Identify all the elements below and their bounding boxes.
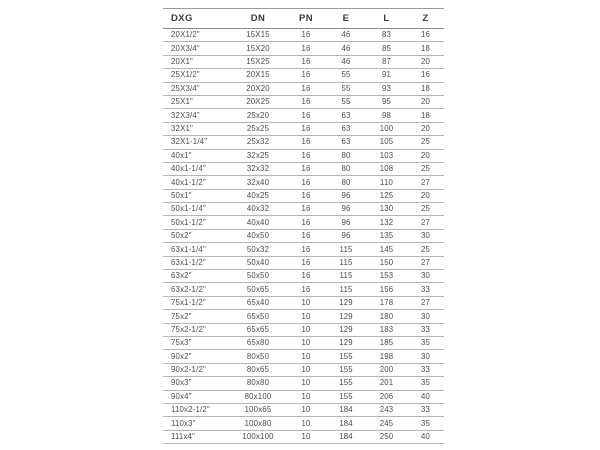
table-cell-z: 27	[407, 256, 444, 269]
table-cell-z: 20	[407, 189, 444, 202]
table-cell-pn: 10	[286, 350, 326, 363]
table-cell-l: 250	[366, 430, 407, 443]
table-header-row	[163, 9, 444, 29]
table-cell-z: 33	[407, 363, 444, 376]
table-cell-l: 145	[366, 243, 407, 256]
table-cell-dn: 20X15	[230, 69, 286, 82]
table-cell-e: 115	[326, 256, 366, 269]
table-cell-e: 129	[326, 310, 366, 323]
table-row	[163, 95, 444, 108]
table-cell-l: 83	[366, 29, 407, 42]
table-row	[163, 323, 444, 336]
table-cell-dxg: 110x2-1/2"	[163, 403, 230, 416]
table-cell-dxg: 50x2"	[163, 229, 230, 242]
table-cell-dxg: 63x1-1/4"	[163, 243, 230, 256]
table-cell-dn: 40x25	[230, 189, 286, 202]
table-row	[163, 296, 444, 309]
table-cell-pn: 10	[286, 363, 326, 376]
table-cell-l: 110	[366, 176, 407, 189]
table-cell-l: 125	[366, 189, 407, 202]
table-row	[163, 149, 444, 162]
table-cell-pn: 16	[286, 136, 326, 149]
table-cell-dxg: 20X1/2"	[163, 29, 230, 42]
table-row	[163, 377, 444, 390]
table-row	[163, 109, 444, 122]
table-cell-dxg: 111x4"	[163, 430, 230, 443]
table-cell-dxg: 90x3"	[163, 377, 230, 390]
table-cell-e: 129	[326, 336, 366, 349]
table-cell-l: 135	[366, 229, 407, 242]
table-row	[163, 256, 444, 269]
table-cell-l: 85	[366, 42, 407, 55]
table-cell-z: 18	[407, 42, 444, 55]
table-row	[163, 203, 444, 216]
table-cell-z: 16	[407, 29, 444, 42]
column-header-l: L	[366, 9, 407, 29]
table-cell-dxg: 63x2"	[163, 270, 230, 283]
table-cell-dn: 80x100	[230, 390, 286, 403]
table-cell-z: 33	[407, 403, 444, 416]
table-cell-l: 200	[366, 363, 407, 376]
table-row	[163, 29, 444, 42]
table-cell-z: 35	[407, 377, 444, 390]
table-cell-pn: 16	[286, 270, 326, 283]
table-cell-pn: 16	[286, 42, 326, 55]
table-cell-pn: 16	[286, 203, 326, 216]
table-cell-pn: 10	[286, 403, 326, 416]
table-cell-z: 16	[407, 69, 444, 82]
table-cell-dxg: 50x1-1/4"	[163, 203, 230, 216]
table-cell-dxg: 25X3/4"	[163, 82, 230, 95]
table-cell-l: 95	[366, 95, 407, 108]
table-row	[163, 350, 444, 363]
table-cell-dn: 40x50	[230, 229, 286, 242]
table-cell-dxg: 50x1"	[163, 189, 230, 202]
table-cell-pn: 16	[286, 29, 326, 42]
table-cell-z: 25	[407, 243, 444, 256]
table-cell-z: 33	[407, 283, 444, 296]
table-row	[163, 417, 444, 430]
table-cell-dn: 80x50	[230, 350, 286, 363]
table-row	[163, 310, 444, 323]
table-cell-pn: 16	[286, 229, 326, 242]
table-cell-pn: 10	[286, 377, 326, 390]
table-cell-dn: 100x80	[230, 417, 286, 430]
table-cell-pn: 16	[286, 55, 326, 68]
table-cell-e: 115	[326, 270, 366, 283]
table-cell-pn: 16	[286, 109, 326, 122]
table-cell-e: 55	[326, 95, 366, 108]
table-cell-pn: 16	[286, 283, 326, 296]
table-cell-z: 20	[407, 149, 444, 162]
table-cell-l: 103	[366, 149, 407, 162]
table-cell-l: 206	[366, 390, 407, 403]
table-cell-dn: 15X25	[230, 55, 286, 68]
table-cell-dxg: 25X1"	[163, 95, 230, 108]
table-cell-l: 108	[366, 162, 407, 175]
table-cell-l: 183	[366, 323, 407, 336]
table-cell-z: 25	[407, 203, 444, 216]
table-cell-dn: 25x32	[230, 136, 286, 149]
table-cell-z: 18	[407, 109, 444, 122]
table-cell-dxg: 90x2"	[163, 350, 230, 363]
table-row	[163, 430, 444, 443]
column-header-e: E	[326, 9, 366, 29]
table-cell-dxg: 40x1-1/4"	[163, 162, 230, 175]
table-cell-dn: 25x20	[230, 109, 286, 122]
table-cell-l: 93	[366, 82, 407, 95]
column-header-z: Z	[407, 9, 444, 29]
table-cell-pn: 10	[286, 417, 326, 430]
table-cell-dn: 50x40	[230, 256, 286, 269]
table-cell-dxg: 32X3/4"	[163, 109, 230, 122]
table-cell-z: 40	[407, 390, 444, 403]
table-row	[163, 216, 444, 229]
table-cell-z: 30	[407, 270, 444, 283]
table-cell-e: 129	[326, 296, 366, 309]
column-header-pn: PN	[286, 9, 326, 29]
table-cell-l: 150	[366, 256, 407, 269]
table-cell-e: 155	[326, 390, 366, 403]
table-row	[163, 55, 444, 68]
table-row	[163, 270, 444, 283]
table-cell-pn: 16	[286, 82, 326, 95]
table-cell-l: 153	[366, 270, 407, 283]
table-cell-dxg: 63x1-1/2"	[163, 256, 230, 269]
table-row	[163, 403, 444, 416]
table-cell-dn: 65x40	[230, 296, 286, 309]
table-row	[163, 136, 444, 149]
table-cell-pn: 10	[286, 336, 326, 349]
table-cell-dn: 65x80	[230, 336, 286, 349]
table-cell-l: 98	[366, 109, 407, 122]
table-cell-pn: 10	[286, 296, 326, 309]
table-cell-l: 100	[366, 122, 407, 135]
column-header-dxg: DXG	[163, 9, 230, 29]
table-cell-pn: 16	[286, 216, 326, 229]
table-cell-dn: 65x65	[230, 323, 286, 336]
table-cell-z: 30	[407, 310, 444, 323]
table-cell-pn: 16	[286, 95, 326, 108]
table-cell-e: 155	[326, 350, 366, 363]
table-cell-dxg: 63x2-1/2"	[163, 283, 230, 296]
table-cell-dn: 20X20	[230, 82, 286, 95]
table-cell-e: 129	[326, 323, 366, 336]
table-cell-pn: 10	[286, 390, 326, 403]
table-cell-e: 96	[326, 229, 366, 242]
table-cell-e: 46	[326, 42, 366, 55]
table-cell-pn: 16	[286, 149, 326, 162]
table-cell-e: 96	[326, 189, 366, 202]
table-cell-e: 63	[326, 109, 366, 122]
table-cell-dn: 80x65	[230, 363, 286, 376]
table-cell-dxg: 32X1-1/4"	[163, 136, 230, 149]
table-cell-e: 63	[326, 136, 366, 149]
table-cell-z: 30	[407, 350, 444, 363]
table-cell-l: 91	[366, 69, 407, 82]
table-cell-e: 63	[326, 122, 366, 135]
table-cell-e: 46	[326, 55, 366, 68]
table-cell-dxg: 75x2"	[163, 310, 230, 323]
table-row	[163, 283, 444, 296]
table-cell-dxg: 90x2-1/2"	[163, 363, 230, 376]
table-cell-dn: 15X20	[230, 42, 286, 55]
table-cell-z: 25	[407, 162, 444, 175]
table-row	[163, 189, 444, 202]
table-row	[163, 42, 444, 55]
table-cell-dxg: 40x1-1/2"	[163, 176, 230, 189]
table-cell-l: 185	[366, 336, 407, 349]
table-cell-z: 20	[407, 55, 444, 68]
table-cell-dxg: 75x1-1/2"	[163, 296, 230, 309]
table-cell-dxg: 110x3"	[163, 417, 230, 430]
table-cell-l: 243	[366, 403, 407, 416]
table-cell-e: 155	[326, 363, 366, 376]
table-cell-e: 80	[326, 176, 366, 189]
table-cell-l: 130	[366, 203, 407, 216]
table-cell-l: 156	[366, 283, 407, 296]
table-cell-e: 55	[326, 82, 366, 95]
table-cell-z: 25	[407, 136, 444, 149]
table-cell-e: 96	[326, 216, 366, 229]
table-cell-l: 198	[366, 350, 407, 363]
table-row	[163, 69, 444, 82]
table-cell-l: 245	[366, 417, 407, 430]
table-cell-l: 132	[366, 216, 407, 229]
table-cell-l: 105	[366, 136, 407, 149]
table-cell-e: 184	[326, 403, 366, 416]
table-cell-e: 96	[326, 203, 366, 216]
table-cell-dxg: 75x3"	[163, 336, 230, 349]
table-cell-e: 80	[326, 149, 366, 162]
table-cell-z: 20	[407, 95, 444, 108]
table-row	[163, 390, 444, 403]
table-cell-e: 115	[326, 283, 366, 296]
table-cell-pn: 16	[286, 176, 326, 189]
table-cell-dn: 32x40	[230, 176, 286, 189]
table-row	[163, 243, 444, 256]
column-header-dn: DN	[230, 9, 286, 29]
table-cell-dxg: 20X1"	[163, 55, 230, 68]
table-cell-e: 184	[326, 417, 366, 430]
table-cell-e: 55	[326, 69, 366, 82]
table-cell-pn: 16	[286, 69, 326, 82]
table-cell-dn: 65x50	[230, 310, 286, 323]
table-cell-dxg: 90x4"	[163, 390, 230, 403]
table-cell-pn: 10	[286, 310, 326, 323]
table-row	[163, 162, 444, 175]
table-body	[163, 29, 444, 444]
table-cell-dn: 25x25	[230, 122, 286, 135]
table-cell-e: 155	[326, 377, 366, 390]
table-cell-pn: 10	[286, 323, 326, 336]
table-row	[163, 122, 444, 135]
spec-table	[163, 8, 444, 444]
table-row	[163, 82, 444, 95]
table-cell-dn: 50x50	[230, 270, 286, 283]
table-row	[163, 229, 444, 242]
table-cell-z: 40	[407, 430, 444, 443]
table-cell-dn: 20X25	[230, 95, 286, 108]
table-cell-dn: 100x100	[230, 430, 286, 443]
table-cell-e: 46	[326, 29, 366, 42]
table-cell-dxg: 40x1"	[163, 149, 230, 162]
table-cell-l: 87	[366, 55, 407, 68]
table-cell-l: 201	[366, 377, 407, 390]
table-cell-dn: 32x25	[230, 149, 286, 162]
table-cell-pn: 10	[286, 430, 326, 443]
table-cell-z: 33	[407, 323, 444, 336]
table-cell-pn: 16	[286, 243, 326, 256]
table-cell-pn: 16	[286, 162, 326, 175]
table-cell-dn: 32x32	[230, 162, 286, 175]
table-cell-z: 27	[407, 176, 444, 189]
table-cell-dxg: 32X1"	[163, 122, 230, 135]
table-cell-dn: 40x32	[230, 203, 286, 216]
table-cell-pn: 16	[286, 189, 326, 202]
table-cell-dxg: 25X1/2"	[163, 69, 230, 82]
table-cell-z: 35	[407, 336, 444, 349]
table-cell-z: 35	[407, 417, 444, 430]
table-cell-dxg: 20X3/4"	[163, 42, 230, 55]
table-cell-dn: 15X15	[230, 29, 286, 42]
table-cell-pn: 16	[286, 122, 326, 135]
table-cell-l: 180	[366, 310, 407, 323]
table-cell-z: 27	[407, 296, 444, 309]
table-cell-z: 18	[407, 82, 444, 95]
table-cell-dn: 100x65	[230, 403, 286, 416]
table-cell-z: 20	[407, 122, 444, 135]
table-cell-dn: 50x32	[230, 243, 286, 256]
table-cell-pn: 16	[286, 256, 326, 269]
table-row	[163, 176, 444, 189]
table-cell-dn: 80x80	[230, 377, 286, 390]
table-row	[163, 336, 444, 349]
table-cell-z: 27	[407, 216, 444, 229]
table-cell-e: 184	[326, 430, 366, 443]
table-cell-e: 115	[326, 243, 366, 256]
table-cell-z: 30	[407, 229, 444, 242]
table-cell-dn: 40x40	[230, 216, 286, 229]
table-cell-l: 178	[366, 296, 407, 309]
table-cell-dxg: 50x1-1/2"	[163, 216, 230, 229]
table-row	[163, 363, 444, 376]
table-cell-dxg: 75x2-1/2"	[163, 323, 230, 336]
table-cell-e: 80	[326, 162, 366, 175]
table-cell-dn: 50x65	[230, 283, 286, 296]
